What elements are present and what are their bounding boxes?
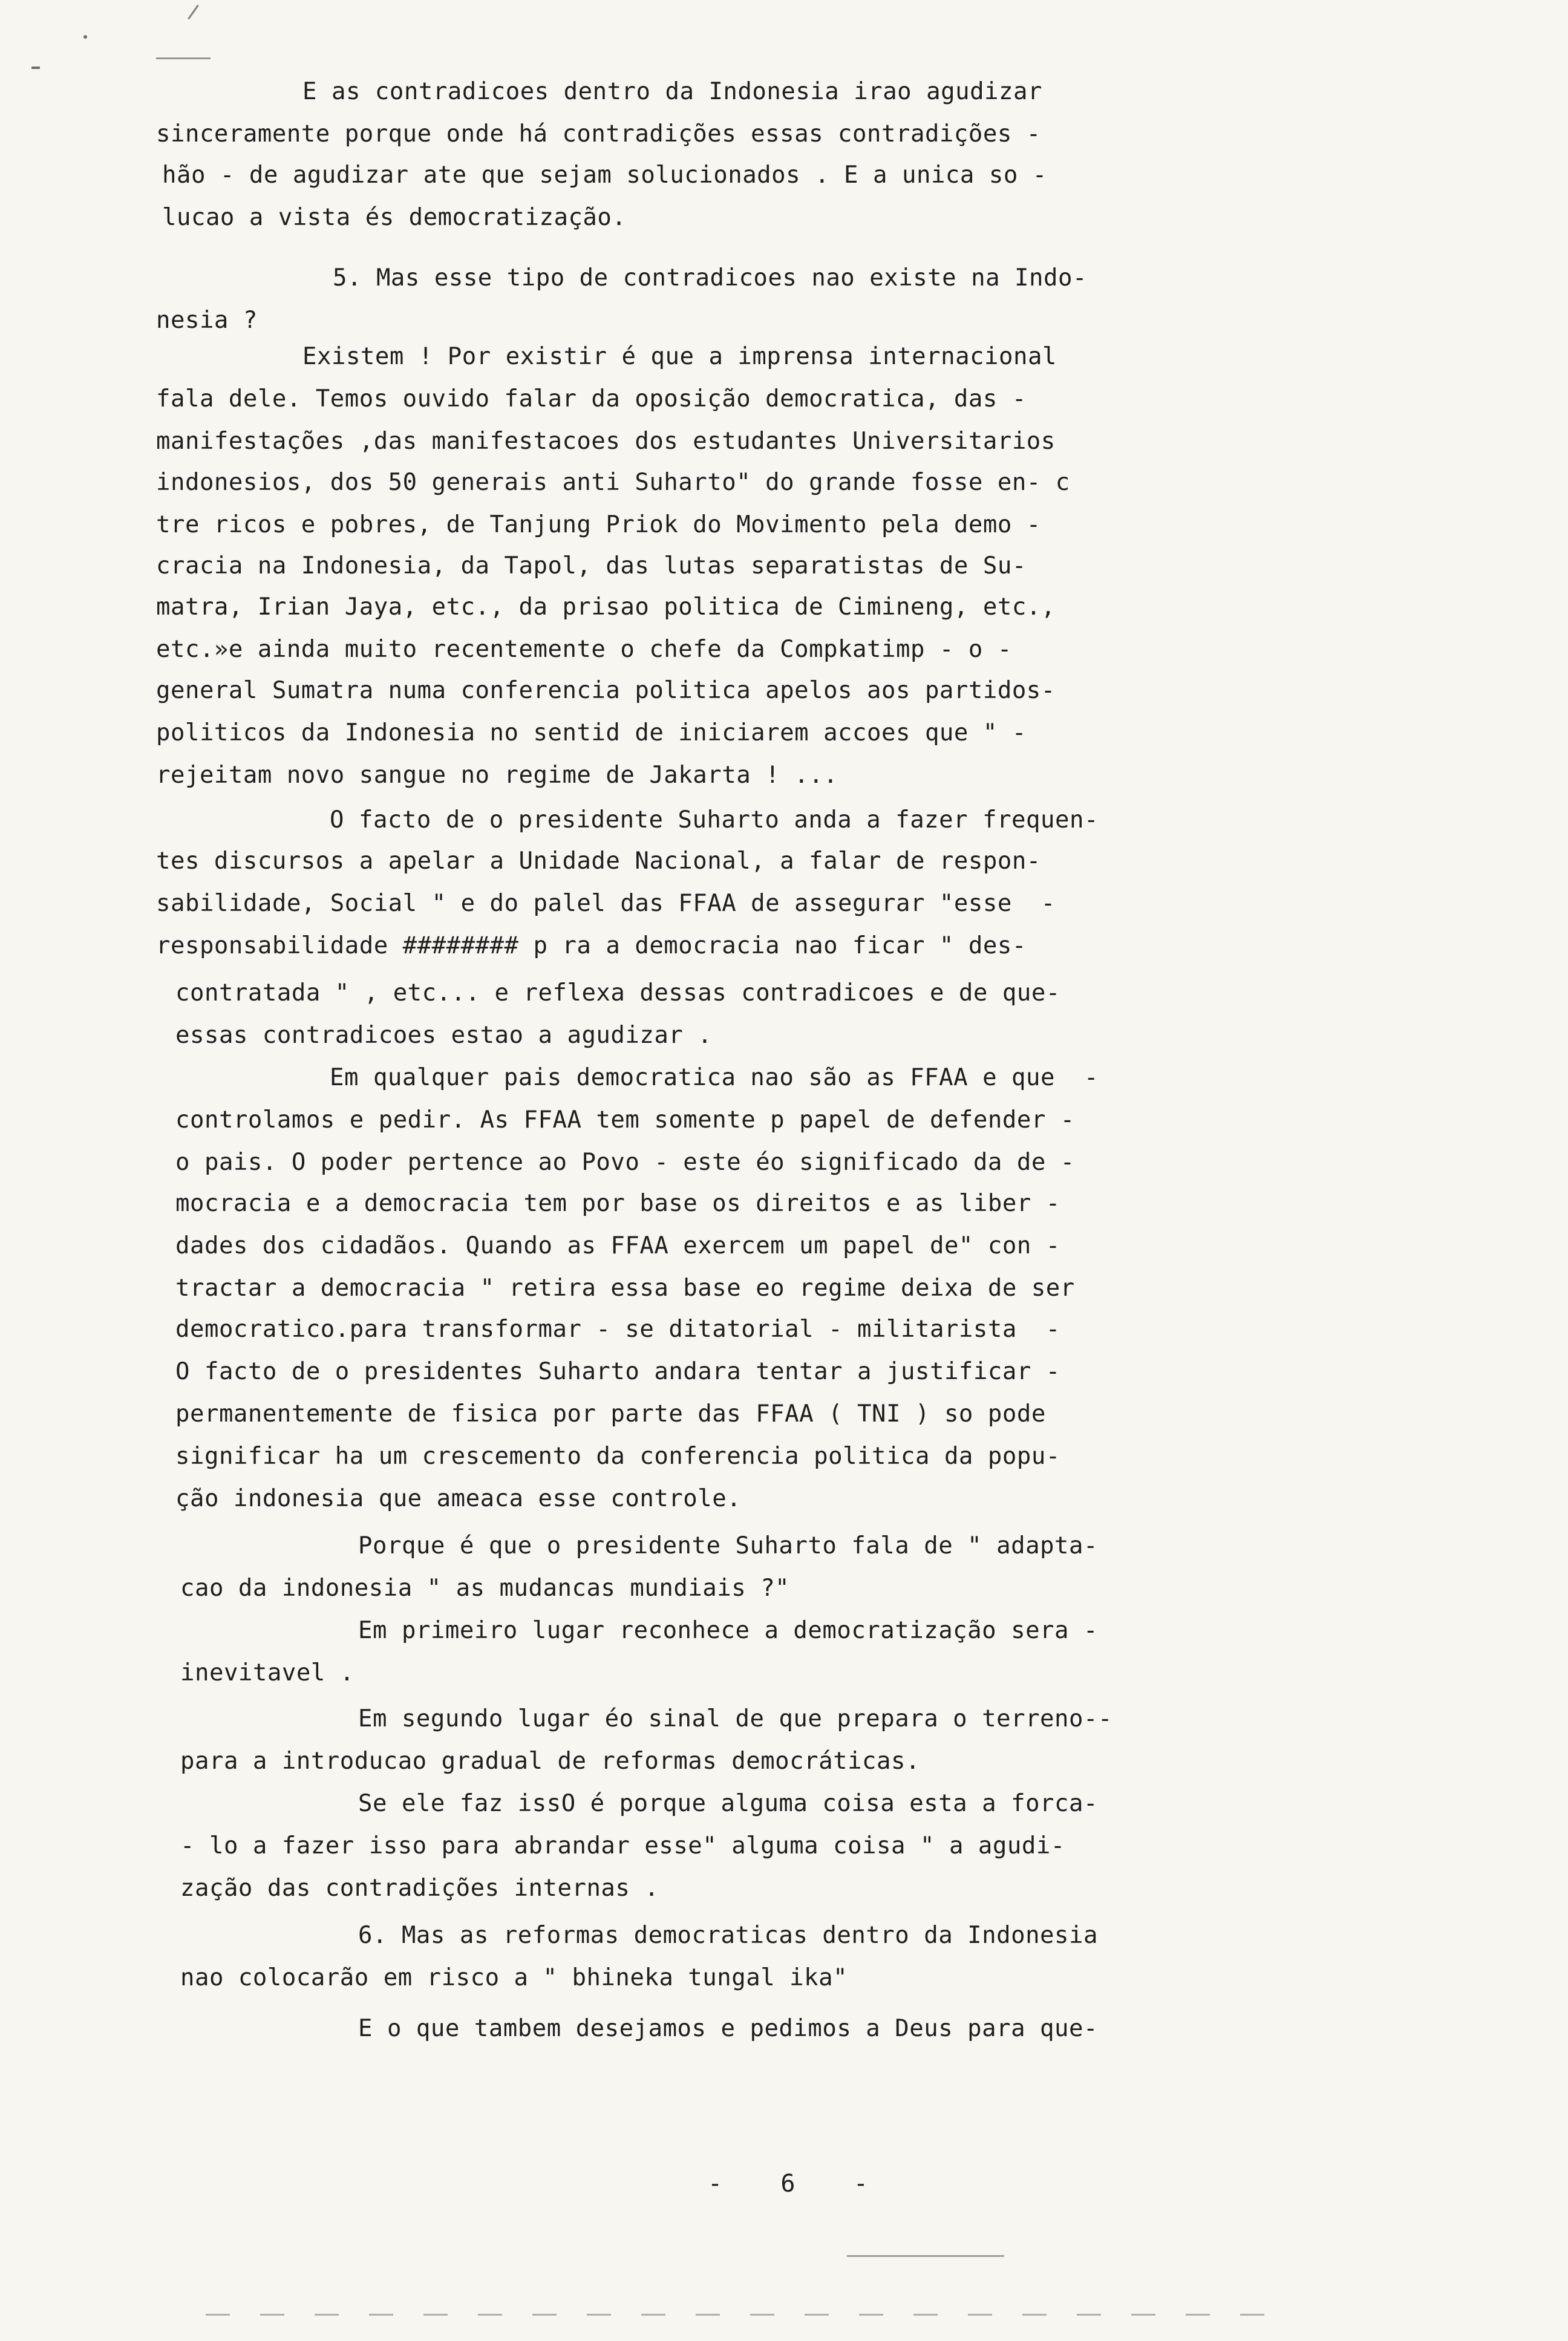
text-line: tractar a democracia " retira essa base eo regime deixa de ser	[175, 1275, 1075, 1302]
text-line: etc.»e ainda muito recentemente o chefe da Compkatimp - o -	[156, 636, 1012, 663]
text-line: responsabilidade ######## p ra a democracia nao ficar " des-	[156, 932, 1027, 959]
text-line: zação das contradições internas .	[180, 1875, 659, 1902]
text-line: lucao a vista és democratização.	[162, 204, 627, 231]
text-line: rejeitam novo sangue no regime de Jakarta ! ...	[156, 762, 838, 789]
scan-mark	[188, 5, 199, 20]
text-line: para a introducao gradual de reformas democráticas.	[180, 1748, 920, 1775]
text-line: politicos da Indonesia no sentid de iniciarem accoes que " -	[156, 719, 1027, 746]
text-line: tes discursos a apelar a Unidade Nacional, a falar de respon-	[156, 847, 1041, 875]
scan-mark	[156, 57, 211, 59]
text-line: permanentemente de fisica por parte das FFAA ( TNI ) so pode	[175, 1400, 1046, 1428]
text-line: O facto de o presidente Suharto anda a fazer frequen-	[330, 806, 1099, 834]
text-line: indonesios, dos 50 generais anti Suharto" do grande fosse en- c	[156, 469, 1070, 496]
text-line: 6. Mas as reformas democraticas dentro da Indonesia	[358, 1922, 1098, 1949]
text-line: dades dos cidadãos. Quando as FFAA exercem um papel de" con -	[175, 1232, 1060, 1259]
text-line: essas contradicoes estao a agudizar .	[175, 1022, 713, 1049]
text-line: controlamos e pedir. As FFAA tem somente p papel de defender -	[175, 1106, 1075, 1134]
text-line: o pais. O poder pertence ao Povo - este éo significado da de -	[175, 1149, 1075, 1176]
scan-mark	[31, 67, 40, 69]
text-line: mocracia e a democracia tem por base os direitos e as liber -	[175, 1190, 1060, 1217]
scan-mark	[206, 2314, 1282, 2316]
text-line: democratico.para transformar - se ditatorial - militarista -	[175, 1316, 1060, 1343]
text-line: inevitavel .	[180, 1659, 354, 1686]
text-line: sinceramente porque onde há contradições essas contradições -	[156, 120, 1041, 148]
text-line: E as contradicoes dentro da Indonesia irao agudizar	[302, 78, 1042, 105]
text-line: nao colocarão em risco a " bhineka tungal ika"	[180, 1964, 848, 1991]
text-line: sabilidade, Social " e do palel das FFAA de assegurar "esse -	[156, 890, 1056, 917]
text-line: nesia ?	[156, 307, 258, 334]
text-line: E o que tambem desejamos e pedimos a Deus para que-	[358, 2015, 1098, 2042]
text-line: O facto de o presidentes Suharto andara tentar a justificar -	[175, 1358, 1060, 1385]
page-number: - 6 -	[708, 2170, 868, 2198]
text-line: Em qualquer pais democratica nao são as FFAA e que -	[330, 1064, 1099, 1091]
text-line: Porque é que o presidente Suharto fala de " adapta-	[358, 1532, 1098, 1559]
text-line: ção indonesia que ameaca esse controle.	[175, 1485, 742, 1512]
text-line: Em segundo lugar éo sinal de que prepara o terreno--	[358, 1705, 1112, 1732]
scan-mark	[847, 2255, 1004, 2257]
text-line: - lo a fazer isso para abrandar esse" alguma coisa " a agudi-	[180, 1832, 1065, 1859]
text-line: hão - de agudizar ate que sejam solucionados . E a unica so -	[162, 162, 1047, 189]
text-line: fala dele. Temos ouvido falar da oposição democratica, das -	[156, 385, 1027, 413]
text-line: contratada " , etc... e reflexa dessas contradicoes e de que-	[175, 979, 1060, 1007]
scan-mark	[83, 35, 87, 39]
text-line: Se ele faz issO é porque alguma coisa esta a forca-	[358, 1790, 1098, 1817]
text-line: Existem ! Por existir é que a imprensa internacional	[302, 343, 1057, 370]
text-line: manifestações ,das manifestacoes dos estudantes Universitarios	[156, 428, 1056, 455]
text-line: tre ricos e pobres, de Tanjung Priok do Movimento pela demo -	[156, 511, 1041, 538]
text-line: significar ha um crescemento da conferencia politica da popu-	[175, 1443, 1060, 1470]
text-line: matra, Irian Jaya, etc., da prisao politica de Cimineng, etc.,	[156, 593, 1056, 621]
text-line: general Sumatra numa conferencia politica apelos aos partidos-	[156, 677, 1056, 704]
text-line: cao da indonesia " as mudancas mundiais ?"	[180, 1575, 790, 1602]
text-line: 5. Mas esse tipo de contradicoes nao existe na Indo-	[333, 264, 1087, 292]
text-line: Em primeiro lugar reconhece a democratização sera -	[358, 1617, 1098, 1644]
text-line: cracia na Indonesia, da Tapol, das lutas separatistas de Su-	[156, 552, 1027, 580]
